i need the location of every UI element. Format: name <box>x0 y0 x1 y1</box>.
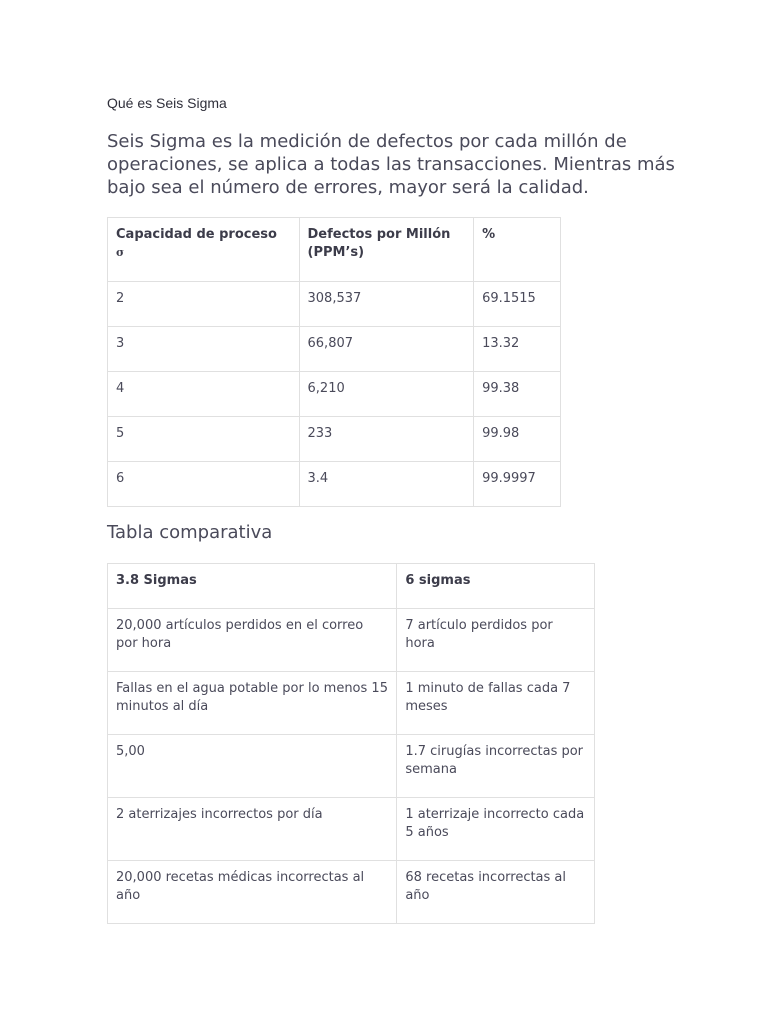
cell-sigma: 2 <box>108 282 300 327</box>
cell-percent: 99.98 <box>474 417 561 462</box>
cell-3-8-sigma: 20,000 artículos perdidos en el correo por hora <box>108 609 397 672</box>
cell-6-sigma: 68 recetas incorrectas al año <box>397 861 595 924</box>
comparison-heading: Tabla comparativa <box>107 522 273 543</box>
cell-ppm: 233 <box>299 417 474 462</box>
cell-sigma: 3 <box>108 327 300 372</box>
cell-ppm: 66,807 <box>299 327 474 372</box>
cell-sigma: 4 <box>108 372 300 417</box>
cell-percent: 69.1515 <box>474 282 561 327</box>
cell-6-sigma: 1 aterrizaje incorrecto cada 5 años <box>397 798 595 861</box>
cell-6-sigma: 7 artículo perdidos por hora <box>397 609 595 672</box>
table-row <box>108 462 561 507</box>
comparison-table <box>107 563 595 924</box>
table-row <box>108 798 595 861</box>
cell-ppm: 6,210 <box>299 372 474 417</box>
table-row <box>108 735 595 798</box>
intro-paragraph: Seis Sigma es la medición de defectos por cada millón de operaciones, se aplica a todas las transacciones. Mientras más bajo sea el número de errores, mayor será la calidad. <box>107 131 675 198</box>
table-row <box>108 609 595 672</box>
table-row <box>108 327 561 372</box>
cell-3-8-sigma: 2 aterrizajes incorrectos por día <box>108 798 397 861</box>
comparison-header-row <box>108 564 595 609</box>
header-capacity-label: Capacidad de proceso <box>116 227 277 242</box>
cell-3-8-sigma: 5,00 <box>108 735 397 798</box>
header-defects: Defectos por Millón (PPM’s) <box>299 218 474 282</box>
table-row <box>108 372 561 417</box>
header-percent: % <box>474 218 561 282</box>
table-row <box>108 861 595 924</box>
cell-ppm: 3.4 <box>299 462 474 507</box>
table-row <box>108 417 561 462</box>
cell-percent: 99.9997 <box>474 462 561 507</box>
cell-ppm: 308,537 <box>299 282 474 327</box>
table-row <box>108 282 561 327</box>
header-capacity <box>108 218 300 282</box>
cell-3-8-sigma: 20,000 recetas médicas incorrectas al año <box>108 861 397 924</box>
header-3-8-sigmas: 3.8 Sigmas <box>108 564 397 609</box>
cell-percent: 13.32 <box>474 327 561 372</box>
sigma-symbol: σ <box>116 246 125 259</box>
sigma-table <box>107 217 561 507</box>
cell-6-sigma: 1 minuto de fallas cada 7 meses <box>397 672 595 735</box>
sigma-table-header-row <box>108 218 561 282</box>
cell-3-8-sigma: Fallas en el agua potable por lo menos 15 minutos al día <box>108 672 397 735</box>
document-title: Qué es Seis Sigma <box>107 95 227 111</box>
cell-sigma: 6 <box>108 462 300 507</box>
cell-sigma: 5 <box>108 417 300 462</box>
cell-percent: 99.38 <box>474 372 561 417</box>
cell-6-sigma: 1.7 cirugías incorrectas por semana <box>397 735 595 798</box>
table-row <box>108 672 595 735</box>
header-6-sigmas: 6 sigmas <box>397 564 595 609</box>
